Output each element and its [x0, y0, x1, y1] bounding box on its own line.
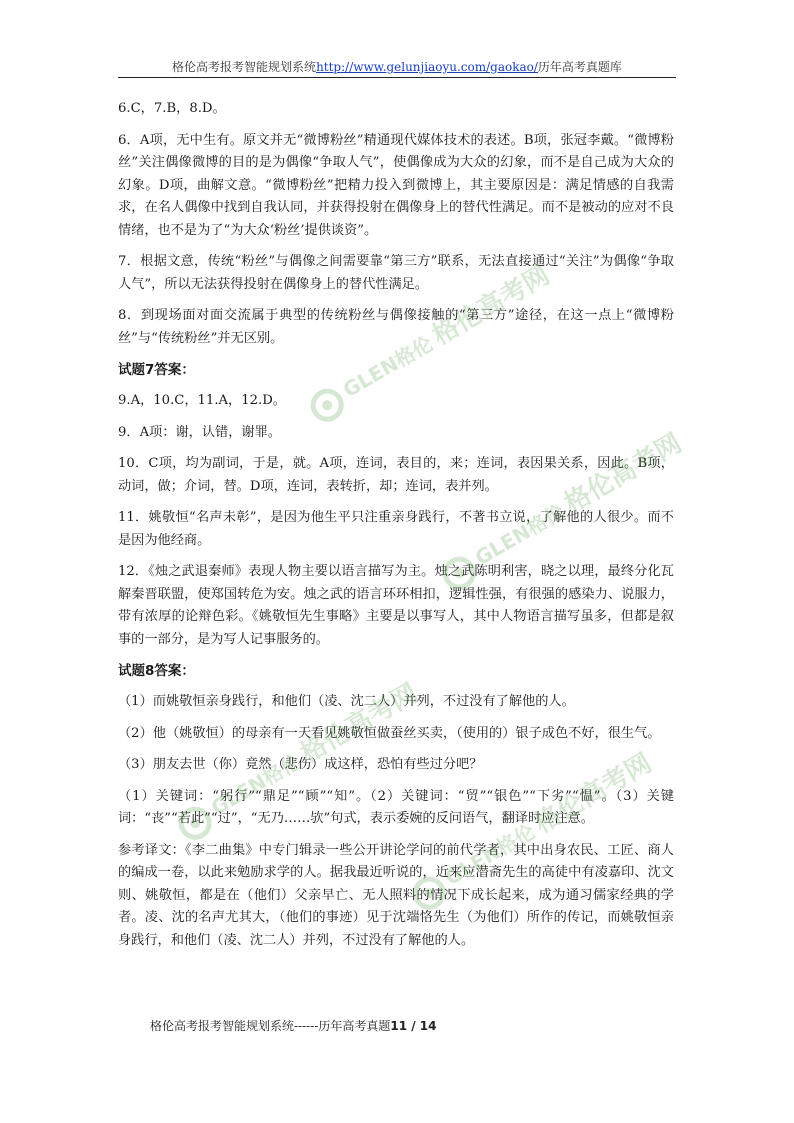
paragraph: （3）朋友去世（你）竟然（悲伤）成这样，恐怕有些过分吧？	[118, 757, 483, 772]
watermark-slogan: 格伦高考网	[427, 260, 556, 352]
paragraph: 6．A项，无中生有。原文并无“微博粉丝”精通现代媒体技术的表述。B项，张冠李戴。“微博粉丝”关注偶像微博的目的是为偶像“争取人气”，使偶像成为大众的幻象，而不是自己成为大众的幻象。D项，曲解文意。“微博粉丝”把精力投入到微博上，其主要原因是：满足情感的自我需求，在名人偶像中找到自我认同，并获得投射在偶像身上的替代性满足。而不是被动的应对不良情绪，也不是为了“为大众‘粉丝’提供谈资”。	[118, 132, 674, 238]
header-divider	[118, 77, 676, 78]
page-footer	[150, 1017, 550, 1035]
paragraph: 12．《烛之武退秦师》表现人物主要以语言描写为主。烛之武陈明利害，晓之以理，最终分化瓦解秦晋联盟，使郑国转危为安。烛之武的语言环环相扣，逻辑性强，有很强的感染力、说服力，带有浓厚的论辩色彩。《姚敬恒先生事略》主要是以事写人，其中人物语言描写虽多，但都是叙事的一部分，是为写人记事服务的。	[118, 564, 674, 647]
document-body	[118, 98, 674, 961]
footer-text: 格伦高考报考智能规划系统------历年高考真题	[150, 1019, 391, 1033]
paragraph: 9.A，10.C，11.A，12.D。	[118, 393, 286, 408]
paragraph: （1）而姚敬恒亲身践行，和他们（凌、沈二人）并列，不过没有了解他的人。	[118, 694, 575, 709]
section-heading: 试题7答案：	[118, 362, 195, 378]
section-heading: 试题8答案：	[118, 663, 195, 679]
watermark-slogan: 格伦高考网	[559, 428, 688, 520]
header-title: 格伦高考报考智能规划系统	[172, 60, 317, 74]
paragraph: 7．根据文意，传统“粉丝”与偶像之间需要靠“第三方”联系，无法直接通过“关注”为偶像“争取人气”，所以无法获得投射在偶像身上的替代性满足。	[118, 254, 674, 292]
paragraph: 6.C，7.B，8.D。	[118, 101, 226, 116]
paragraph: 11．姚敬恒“名声未彰”，是因为他生平只注重亲身践行，不著书立说，了解他的人很少。而不是因为他经商。	[118, 510, 674, 548]
watermark-brand: GLEN格伦	[470, 499, 570, 570]
watermark-slogan: 格伦高考网	[529, 748, 658, 840]
paragraph: 参考译文：《李二曲集》中专门辑录一些公开讲论学问的前代学者，其中出身农民、工匠、商人的编成一卷，以此来勉励求学的人。据我最近听说的，近来应潜斋先生的高徒中有凌嘉印、沈文则、姚敬恒，都是在（他们）父亲早亡、无人照料的情况下成长起来，成为通习儒家经典的学者。凌、沈的名声尤其大，（他们的事迹）见于沈端恪先生（为他们）所作的传记，而姚敬恒亲身践行，和他们（凌、沈二人）并列，不过没有了解他的人。	[118, 842, 674, 948]
paragraph: 8．到现场面对面交流属于典型的传统粉丝与偶像接触的“第三方”途径，在这一点上“微博粉丝”与“传统粉丝”并无区别。	[118, 308, 674, 346]
paragraph: （1）关键词：“躬行”“鼎足”“顾”“知”。（2）关键词：“贸”“银色”“下劣”“愠”。（3）关键词：“丧”“若此”“过”，“无乃……欤”句式，表示委婉的反问语气，翻译时应注意。	[118, 788, 674, 826]
page-number: 11 / 14	[390, 1019, 437, 1033]
watermark-brand: GLEN格伦	[440, 819, 540, 890]
watermark-brand: GLEN格伦	[338, 331, 438, 402]
paragraph: 9．A项：谢，认错，谢罪。	[118, 424, 281, 440]
paragraph: 10．C项，均为副词，于是，就。A项，连词，表目的，来；连词，表因果关系，因此。B项，动词，做；介词，替。D项，连词，表转折，却；连词，表并列。	[118, 456, 674, 494]
header-suffix: 历年高考真题库	[537, 60, 622, 74]
watermark-slogan: 格伦高考网	[295, 678, 424, 770]
watermark-brand: GLEN格伦	[206, 749, 306, 820]
paragraph: （2）他（姚敬恒）的母亲有一天看见姚敬恒做蚕丝买卖，（使用的）银子成色不好，很生气。	[118, 725, 661, 741]
page-header	[118, 58, 676, 78]
header-link[interactable]: http://www.gelunjiaoyu.com/gaokao/	[316, 60, 538, 74]
